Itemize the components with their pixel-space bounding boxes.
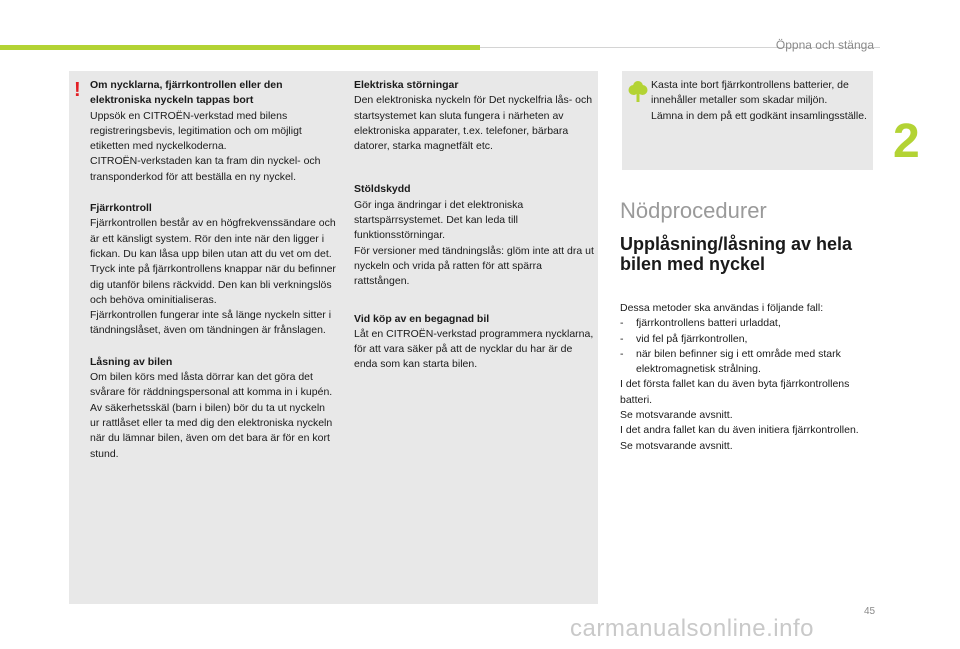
list-item: - när bilen befinner sig i ett område med stark elektromagnetisk strålning.: [620, 347, 880, 378]
tree-icon: [628, 79, 648, 103]
warning-block-title: Stöldskydd: [354, 183, 411, 196]
body-line: I det första fallet kan du även byta fjärrkontrollens batteri.: [620, 378, 850, 406]
body-line: I det andra fallet kan du även initiera fjärrkontrollen.: [620, 424, 859, 437]
warning-block: [354, 312, 595, 373]
intro-text: Dessa metoder ska användas i följande fall:: [620, 302, 824, 314]
warning-column-2: [354, 78, 595, 389]
warning-block: [90, 355, 337, 462]
warning-block-title: Fjärrkontroll: [90, 202, 152, 215]
section-body: [620, 301, 880, 454]
section-subtitle: Upplåsning/låsning av hela bilen med nyckel: [620, 234, 853, 274]
chapter-title: Öppna och stänga: [775, 38, 874, 52]
body-line: Se motsvarande avsnitt.: [620, 409, 733, 422]
warning-column-1: [90, 78, 337, 478]
section-title: Nödprocedurer: [620, 198, 767, 223]
warning-block-title: Låsning av bilen: [90, 355, 173, 368]
warning-block-text: Om bilen körs med låsta dörrar kan det göra det svårare för räddningspersonal att komma in i kupén. Av säkerhetsskäl (barn i bilen) bör du ta ut nyckeln ur rattlåset eller ta med dig den elektroniska nyckeln när du lämnar bilen, även om det bara är för en kort stund.: [90, 371, 333, 460]
warning-block-text: Den elektroniska nyckeln för Det nyckelfria lås- och startsystemet kan sluta fungera i närheten av elektroniska apparater, t.ex. telefoner, bärbara datorer, starka magnetfält etc.: [354, 94, 593, 153]
warning-block-title: Vid köp av en begagnad bil: [354, 312, 490, 325]
warning-block-title: Om nycklarna, fjärrkontrollen eller den elektroniska nyckeln tappas bort: [90, 79, 283, 107]
chapter-number: 2: [893, 115, 920, 168]
warning-block-text: Uppsök en CITROËN-verkstad med bilens registreringsbevis, legitimation och om möjligt etiketten med nyckelkoderna. CITROËN-verkstaden kan ta fram din nyckel- och transponderkod för att beställa en ny nyckel.: [90, 109, 321, 183]
condition-list: [620, 316, 880, 377]
warning-block-title: Elektriska störningar: [354, 79, 459, 91]
eco-text: Kasta inte bort fjärrkontrollens batterier, de innehåller metaller som skadar miljön. Lämna in dem på ett godkänt insamlingsställe.: [651, 79, 867, 122]
list-item: - vid fel på fjärrkontrollen,: [620, 332, 880, 347]
warning-block: [354, 78, 595, 154]
exclamation-icon: !: [74, 79, 81, 101]
warning-block-text: Gör inga ändringar i det elektroniska startspärrsystemet. Det kan leda till funktionsstörningar. För versioner med tändningslås: glöm inte att dra ut nyckeln och vrida på ratten för att spärra rattstången.: [354, 198, 594, 288]
page-number: 45: [864, 606, 876, 617]
watermark: carmanualsonline.info: [570, 615, 814, 642]
warning-block: [354, 182, 595, 289]
list-item: - fjärrkontrollens batteri urladdat,: [620, 316, 880, 331]
warning-block-text: Fjärrkontrollen består av en högfrekvenssändare och är ett känsligt system. Rör den inte när den ligger i fickan. Du kan låsa upp bilen utan att du vet om det. Tryck inte på fjärrkontrollens knappar när du befinner dig utanför bilens räckvidd. Den kan bli verkningslös och behöva ominitialiseras. Fjärrkontrollen fungerar inte så länge nyckeln sitter i tändningslåset, även om tändningen är frånslagen.: [90, 217, 336, 337]
body-line: Se motsvarande avsnitt.: [620, 439, 733, 452]
warning-block: [90, 78, 337, 185]
warning-block-text: Låt en CITROËN-verkstad programmera nycklarna, för att vara säker på att de nycklar du har är de enda som kan starta bilen.: [354, 327, 594, 371]
warning-block: [90, 201, 337, 339]
header-accent-bar: [0, 45, 480, 50]
